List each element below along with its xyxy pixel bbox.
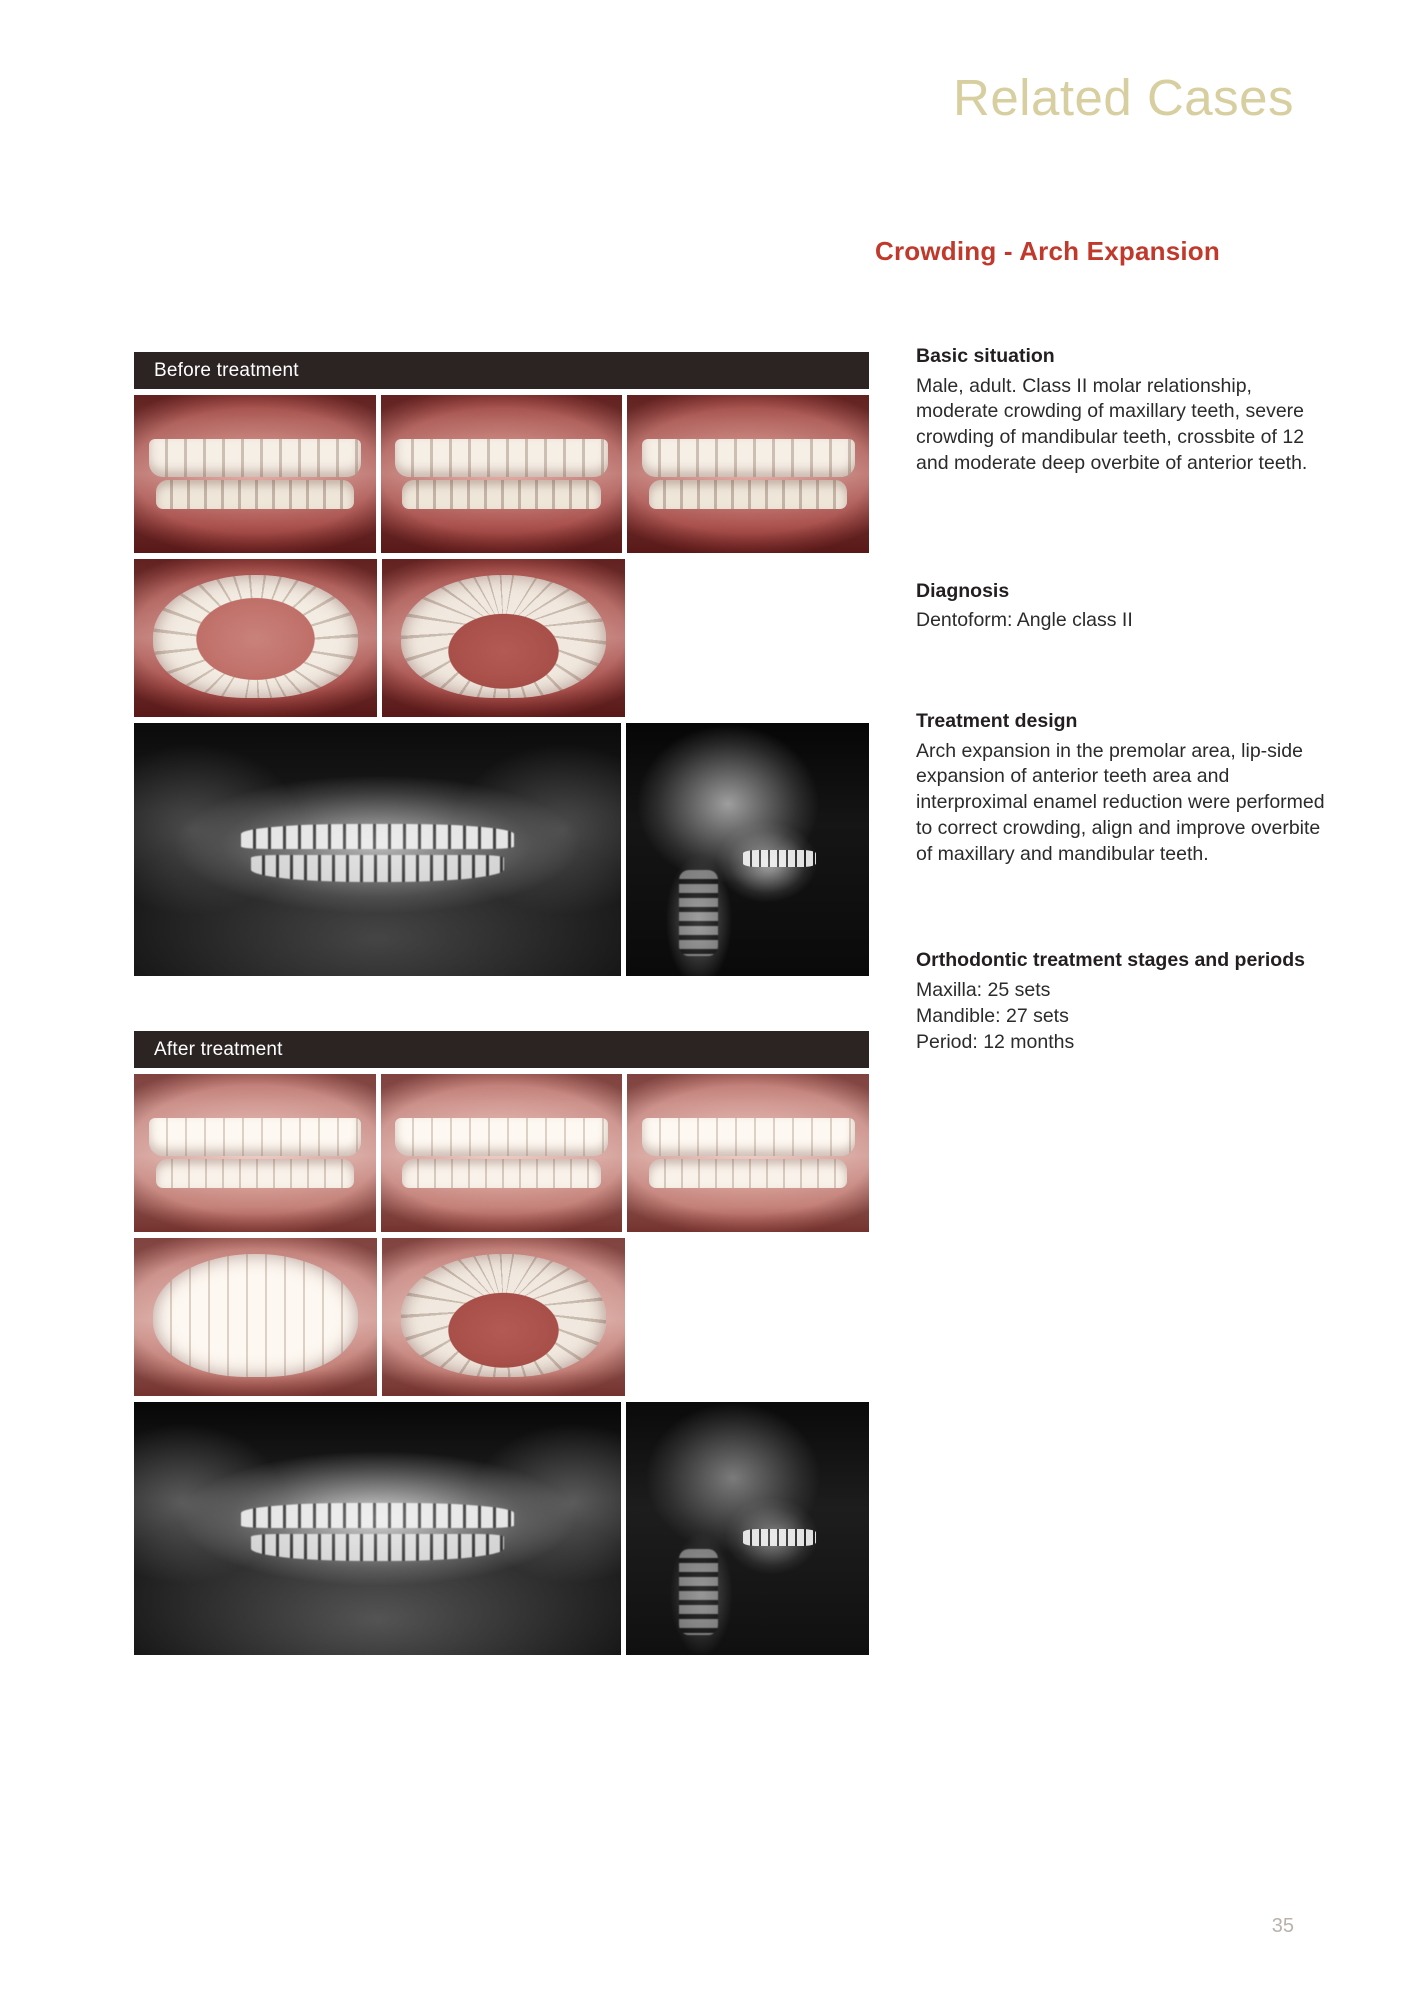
stages-periods-block (916, 947, 1336, 1055)
after-maxillary-occlusal-photo (134, 1238, 377, 1396)
after-lateral-ceph-xray (626, 1402, 869, 1655)
basic-situation-body: Male, adult. Class II molar relationship, moderate crowding of maxillary teeth, severe crowding of mandibular teeth, crossbite of 12 and moderate deep overbite of anterior teeth. (916, 374, 1308, 474)
before-intraoral-row-2 (134, 559, 869, 717)
after-right-buccal-photo (134, 1074, 376, 1232)
treatment-period: Period: 12 months (916, 1030, 1075, 1053)
before-frontal-photo (381, 395, 623, 553)
maxilla-sets: Maxilla: 25 sets (916, 979, 1051, 1002)
after-treatment-label: After treatment (134, 1031, 869, 1068)
before-mandibular-occlusal-photo (382, 559, 625, 717)
before-left-buccal-photo (627, 395, 869, 553)
treatment-design-body: Arch expansion in the premolar area, lip-side expansion of anterior teeth area and interproximal enamel reduction were performed to correct crowding, align and improve overbite of maxillary and mandibular teeth. (916, 739, 1325, 865)
case-title: Crowding - Arch Expansion (875, 236, 1220, 266)
page-number: 35 (1271, 1915, 1294, 1937)
after-left-buccal-photo (627, 1074, 869, 1232)
before-panoramic-xray (134, 723, 621, 976)
before-radiograph-row (134, 723, 869, 976)
after-radiograph-row (134, 1402, 869, 1655)
after-frontal-photo (381, 1074, 623, 1232)
stages-periods-heading: Orthodontic treatment stages and periods (916, 949, 1305, 972)
before-maxillary-occlusal-photo (134, 559, 377, 717)
after-intraoral-row-1 (134, 1074, 869, 1232)
treatment-design-block (916, 708, 1336, 867)
before-treatment-label: Before treatment (134, 352, 869, 389)
after-panoramic-xray (134, 1402, 621, 1655)
page-title: Related Cases (952, 69, 1294, 126)
diagnosis-body: Dentoform: Angle class II (916, 609, 1133, 632)
basic-situation-block (916, 343, 1336, 477)
treatment-design-heading: Treatment design (916, 710, 1078, 733)
after-mandibular-occlusal-photo (382, 1238, 625, 1396)
diagnosis-heading: Diagnosis (916, 579, 1010, 602)
before-lateral-ceph-xray (626, 723, 869, 976)
mandible-sets: Mandible: 27 sets (916, 1004, 1069, 1027)
before-intraoral-row-1 (134, 395, 869, 553)
diagnosis-block (916, 578, 1336, 634)
case-images (134, 352, 869, 1655)
after-intraoral-row-2 (134, 1238, 869, 1396)
basic-situation-heading: Basic situation (916, 345, 1055, 367)
before-right-buccal-photo (134, 395, 376, 553)
case-details (916, 343, 1336, 1055)
